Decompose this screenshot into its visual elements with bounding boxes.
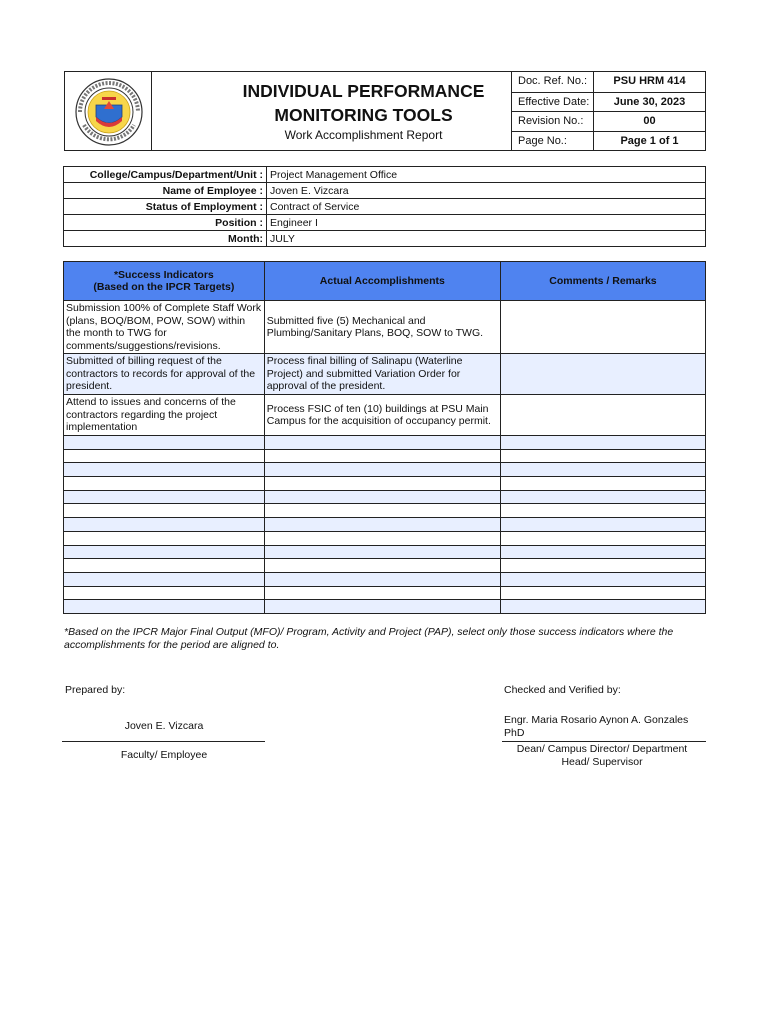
title-line-2: MONITORING TOOLS xyxy=(274,105,453,125)
accomplishment-cell: Process FSIC of ten (10) buildings at PSU Main Campus for the acquisition of occupancy permit. xyxy=(264,395,500,436)
checked-name: Engr. Maria Rosario Aynon A. Gonzales PhD xyxy=(504,714,689,739)
remarks-cell xyxy=(500,395,705,436)
meta-label: Revision No.: xyxy=(511,112,594,132)
meta-label: Effective Date: xyxy=(511,93,594,113)
prepared-role: Faculty/ Employee xyxy=(120,749,208,761)
empty-row xyxy=(64,436,706,450)
meta-label: Page No.: xyxy=(511,132,594,152)
meta-value: PSU HRM 414 xyxy=(613,75,686,87)
info-value: Contract of Service xyxy=(267,199,706,215)
header-comments-remarks: Comments / Remarks xyxy=(500,262,705,301)
success-indicator-cell: Submitted of billing request of the contractors to records for approval of the president. xyxy=(64,354,265,395)
remarks-cell xyxy=(500,354,705,395)
empty-row xyxy=(64,600,706,614)
prepared-name: Joven E. Vizcara xyxy=(124,720,204,732)
info-label: College/Campus/Department/Unit : xyxy=(64,167,267,183)
info-label: Name of Employee : xyxy=(64,183,267,199)
table-row xyxy=(64,301,706,354)
empty-row xyxy=(64,490,706,504)
footnote: *Based on the IPCR Major Final Output (MFO)/ Program, Activity and Project (PAP), select only those success indicators where the accomplishments for the period are aligned to. xyxy=(64,626,674,651)
header-actual-accomplishments: Actual Accomplishments xyxy=(264,262,500,301)
info-value: Joven E. Vizcara xyxy=(267,183,706,199)
accomplishment-cell: Submitted five (5) Mechanical and Plumbing/Sanitary Plans, BOQ, SOW to TWG. xyxy=(264,301,500,354)
info-label: Position : xyxy=(64,215,267,231)
success-indicator-cell: Attend to issues and concerns of the contractors regarding the project implementation xyxy=(64,395,265,436)
header-success-indicators-text: *Success Indicators (Based on the IPCR Targets) xyxy=(93,269,235,293)
empty-row xyxy=(64,477,706,491)
checked-role: Dean/ Campus Director/ Department Head/ Supervisor xyxy=(516,743,688,768)
info-value: JULY xyxy=(267,231,706,247)
empty-row xyxy=(64,463,706,477)
info-value: Engineer I xyxy=(267,215,706,231)
info-label: Status of Employment : xyxy=(64,199,267,215)
info-row-status xyxy=(64,199,706,215)
subtitle: Work Accomplishment Report xyxy=(284,128,443,142)
accomplishment-cell: Process final billing of Salinapu (Waterline Project) and submitted Variation Order for approval of the president. xyxy=(264,354,500,395)
prepared-by-label: Prepared by: xyxy=(65,684,126,696)
meta-row-effective-date xyxy=(511,92,705,113)
info-row-unit xyxy=(64,167,706,183)
table-row xyxy=(64,354,706,395)
empty-row xyxy=(64,572,706,586)
table-row xyxy=(64,395,706,436)
accomplishment-table xyxy=(63,261,706,614)
table-header-row xyxy=(64,262,706,301)
meta-row-docref xyxy=(511,72,705,92)
info-row-position xyxy=(64,215,706,231)
empty-row xyxy=(64,545,706,559)
meta-value: 00 xyxy=(643,115,656,127)
remarks-cell xyxy=(500,301,705,354)
document-header xyxy=(64,71,706,151)
empty-row xyxy=(64,586,706,600)
empty-row xyxy=(64,531,706,545)
palawan-state-university-seal-icon xyxy=(74,77,144,147)
meta-value: Page 1 of 1 xyxy=(620,134,679,147)
empty-row xyxy=(64,518,706,532)
meta-label: Doc. Ref. No.: xyxy=(511,72,594,92)
info-row-employee xyxy=(64,183,706,199)
empty-row xyxy=(64,559,706,573)
empty-row xyxy=(64,504,706,518)
employee-info-table xyxy=(63,166,706,247)
logo-cell xyxy=(65,72,152,150)
meta-row-revision xyxy=(511,111,705,132)
info-value: Project Management Office xyxy=(267,167,706,183)
empty-row xyxy=(64,449,706,463)
checked-by-label: Checked and Verified by: xyxy=(504,684,621,696)
info-row-month xyxy=(64,231,706,247)
success-indicator-cell: Submission 100% of Complete Staff Work (plans, BOQ/BOM, POW, SOW) within the month to TWG for comments/suggestions/revisions. xyxy=(64,301,265,354)
checked-signature-line xyxy=(502,741,706,742)
doc-meta xyxy=(511,72,705,150)
title-line-1: INDIVIDUAL PERFORMANCE xyxy=(242,81,485,101)
meta-row-page xyxy=(511,131,705,152)
info-label: Month: xyxy=(64,231,267,247)
prepared-signature-line xyxy=(62,741,265,742)
meta-value: June 30, 2023 xyxy=(613,95,686,108)
header-success-indicators xyxy=(64,262,265,301)
